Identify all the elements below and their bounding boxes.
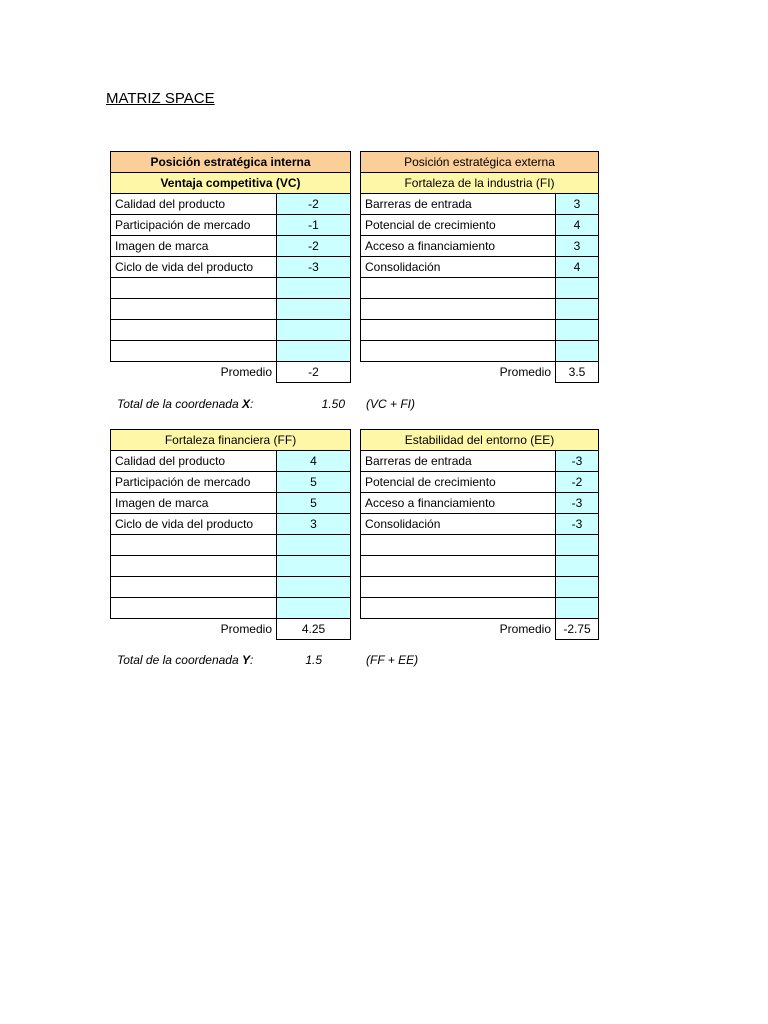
empty-value-cell[interactable] (556, 598, 599, 619)
empty-value-cell[interactable] (277, 299, 351, 320)
empty-row (361, 320, 599, 341)
table-row (111, 472, 351, 493)
empty-value-cell[interactable] (277, 320, 351, 341)
table-row (111, 493, 351, 514)
row-value[interactable]: 4 (556, 215, 599, 236)
row-value[interactable]: -3 (556, 451, 599, 472)
ee-promedio-value[interactable]: -2.75 (556, 619, 599, 640)
vc-table (110, 151, 351, 383)
empty-cell[interactable] (361, 299, 556, 320)
row-value[interactable]: 4 (556, 257, 599, 278)
fi-header: Fortaleza de la industria (FI) (361, 173, 599, 194)
row-label[interactable]: Consolidación (361, 257, 556, 278)
row-value[interactable]: -2 (277, 194, 351, 215)
empty-cell[interactable] (361, 556, 556, 577)
row-label[interactable]: Consolidación (361, 514, 556, 535)
row-value[interactable]: 5 (277, 472, 351, 493)
total-y-label: Total de la coordenada Y: (117, 653, 254, 667)
empty-value-cell[interactable] (277, 556, 351, 577)
row-label[interactable]: Ciclo de vida del producto (111, 257, 277, 278)
row-label[interactable]: Participación de mercado (111, 215, 277, 236)
row-value[interactable]: -3 (556, 493, 599, 514)
table-row (361, 194, 599, 215)
empty-value-cell[interactable] (277, 278, 351, 299)
row-value[interactable]: 3 (277, 514, 351, 535)
empty-value-cell[interactable] (277, 341, 351, 362)
empty-cell[interactable] (361, 577, 556, 598)
promedio-label: Promedio (220, 365, 272, 380)
empty-row (111, 278, 351, 299)
empty-row (111, 556, 351, 577)
table-row (111, 215, 351, 236)
empty-value-cell[interactable] (556, 299, 599, 320)
empty-cell[interactable] (111, 598, 277, 619)
empty-value-cell[interactable] (556, 535, 599, 556)
empty-row (111, 535, 351, 556)
row-value[interactable]: -2 (556, 472, 599, 493)
empty-cell[interactable] (361, 535, 556, 556)
empty-row (111, 320, 351, 341)
row-label[interactable]: Imagen de marca (111, 493, 277, 514)
empty-cell[interactable] (361, 320, 556, 341)
total-x-row (117, 397, 437, 413)
vc-promedio-value[interactable]: -2 (277, 362, 351, 383)
empty-row (361, 556, 599, 577)
row-label[interactable]: Potencial de crecimiento (361, 472, 556, 493)
table-row (361, 257, 599, 278)
table-row (361, 451, 599, 472)
row-label[interactable]: Imagen de marca (111, 236, 277, 257)
empty-value-cell[interactable] (556, 320, 599, 341)
total-x-label: Total de la coordenada X: (117, 397, 254, 411)
row-value[interactable]: -1 (277, 215, 351, 236)
interna-header: Posición estratégica interna (111, 152, 351, 173)
promedio-label: Promedio (499, 622, 551, 637)
empty-row (111, 577, 351, 598)
total-y-row (117, 653, 437, 669)
row-label[interactable]: Ciclo de vida del producto (111, 514, 277, 535)
table-row (111, 514, 351, 535)
table-row (361, 493, 599, 514)
fi-promedio-value[interactable]: 3.5 (556, 362, 599, 383)
row-value[interactable]: 5 (277, 493, 351, 514)
row-value[interactable]: -3 (556, 514, 599, 535)
row-label[interactable]: Acceso a financiamiento (361, 236, 556, 257)
promedio-label: Promedio (220, 622, 272, 637)
ff-header: Fortaleza financiera (FF) (111, 430, 351, 451)
empty-value-cell[interactable] (556, 577, 599, 598)
vc-header: Ventaja competitiva (VC) (111, 173, 351, 194)
empty-value-cell[interactable] (556, 278, 599, 299)
row-label[interactable]: Barreras de entrada (361, 194, 556, 215)
empty-cell[interactable] (111, 299, 277, 320)
ee-table (360, 429, 599, 640)
empty-row (361, 341, 599, 362)
fi-table (360, 151, 599, 383)
row-label[interactable]: Calidad del producto (111, 194, 277, 215)
empty-value-cell[interactable] (277, 535, 351, 556)
empty-row (361, 598, 599, 619)
empty-row (111, 598, 351, 619)
empty-value-cell[interactable] (556, 556, 599, 577)
empty-cell[interactable] (111, 341, 277, 362)
row-label[interactable]: Barreras de entrada (361, 451, 556, 472)
table-row (361, 472, 599, 493)
row-label[interactable]: Acceso a financiamiento (361, 493, 556, 514)
table-row (111, 194, 351, 215)
row-value[interactable]: 3 (556, 194, 599, 215)
row-value[interactable]: 4 (277, 451, 351, 472)
empty-row (361, 278, 599, 299)
total-y-value: 1.5 (305, 653, 322, 667)
empty-cell[interactable] (361, 278, 556, 299)
table-row (361, 236, 599, 257)
table-row (361, 215, 599, 236)
empty-row (111, 341, 351, 362)
row-label[interactable]: Participación de mercado (111, 472, 277, 493)
empty-cell[interactable] (111, 278, 277, 299)
empty-row (361, 535, 599, 556)
empty-row (361, 577, 599, 598)
row-label[interactable]: Calidad del producto (111, 451, 277, 472)
promedio-label: Promedio (499, 365, 551, 380)
row-value[interactable]: -2 (277, 236, 351, 257)
ee-header: Estabilidad del entorno (EE) (361, 430, 599, 451)
total-x-value: 1.50 (321, 397, 345, 411)
empty-value-cell[interactable] (277, 598, 351, 619)
row-value[interactable]: 3 (556, 236, 599, 257)
total-x-formula: (VC + FI) (366, 397, 416, 411)
page-title: MATRIZ SPACE (106, 90, 215, 107)
table-row (111, 257, 351, 278)
empty-cell[interactable] (111, 556, 277, 577)
empty-row (111, 299, 351, 320)
empty-row (361, 299, 599, 320)
row-label[interactable]: Potencial de crecimiento (361, 215, 556, 236)
ff-table (110, 429, 351, 640)
externa-header: Posición estratégica externa (361, 152, 599, 173)
row-value[interactable]: -3 (277, 257, 351, 278)
empty-cell[interactable] (111, 535, 277, 556)
empty-cell[interactable] (111, 577, 277, 598)
empty-cell[interactable] (111, 320, 277, 341)
ff-promedio-value[interactable]: 4.25 (277, 619, 351, 640)
empty-cell[interactable] (361, 598, 556, 619)
total-y-formula: (FF + EE) (366, 653, 419, 667)
table-row (111, 451, 351, 472)
table-row (361, 514, 599, 535)
empty-value-cell[interactable] (556, 341, 599, 362)
empty-cell[interactable] (361, 341, 556, 362)
empty-value-cell[interactable] (277, 577, 351, 598)
table-row (111, 236, 351, 257)
